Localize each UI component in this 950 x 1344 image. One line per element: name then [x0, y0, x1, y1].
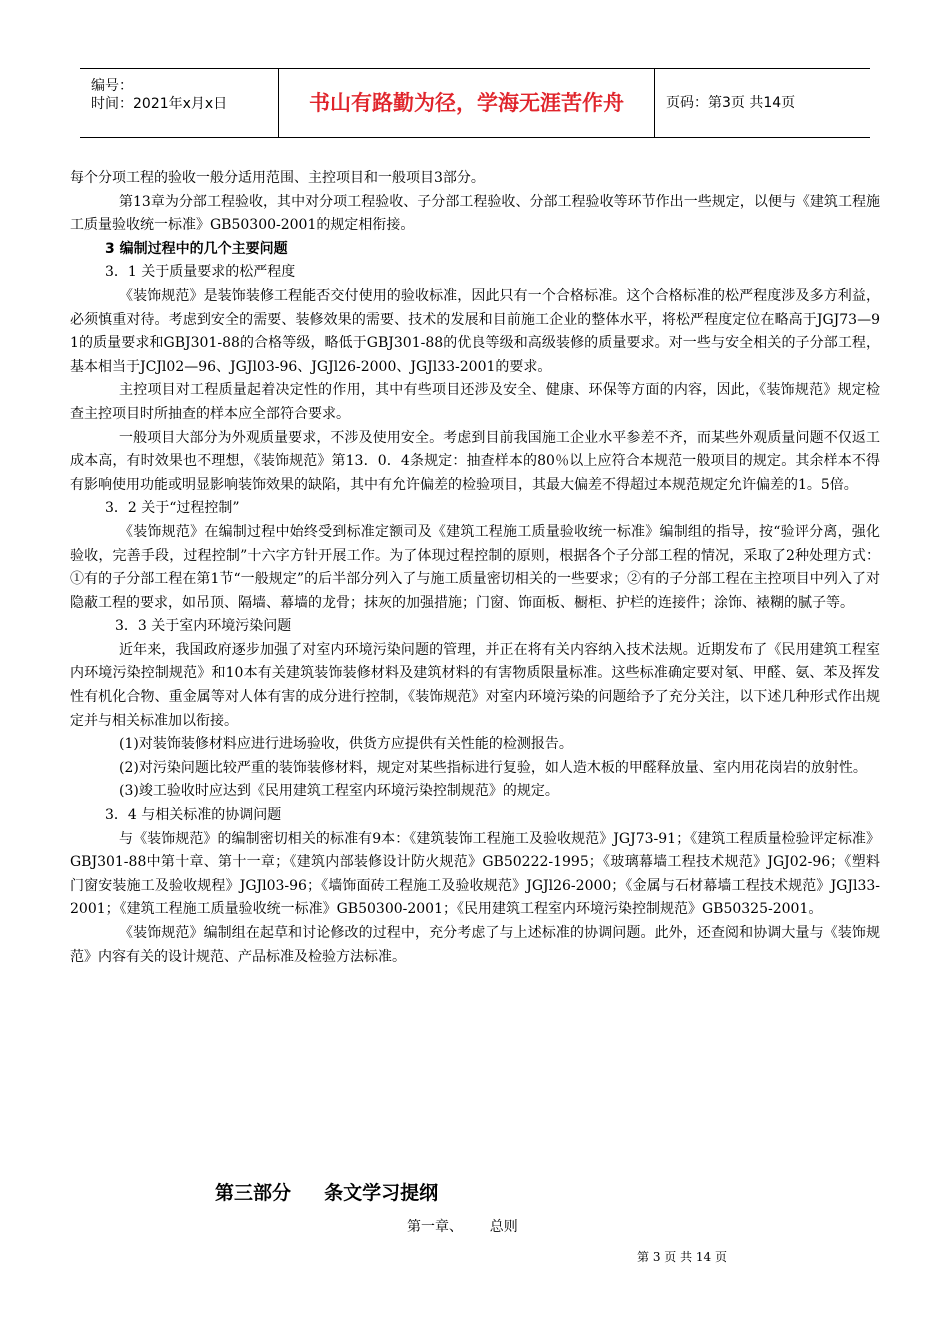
paragraph: 《装饰规范》编制组在起草和讨论修改的过程中，充分考虑了与上述标准的协调问题。此外，还查阅和协调大量与《装饰规范》内容有关的设计规范、产品标准及检验方法标准。: [70, 925, 880, 965]
page-header: [80, 68, 870, 138]
list-item: (3)竣工验收时应达到《民用建筑工程室内环境污染控制规范》的规定。: [119, 783, 559, 800]
page-footer: 第 3 页 共 14 页: [637, 1250, 727, 1264]
subsection-heading: 3．4 与相关标准的协调问题: [105, 807, 282, 824]
list-item: (1)对装饰装修材料应进行进场验收，供货方应提供有关性能的检测报告。: [119, 736, 573, 753]
paragraph: 《装饰规范》是装饰装修工程能否交付使用的验收标准，因此只有一个合格标准。这个合格标准的松严程度涉及多方利益，必须慎重对待。考虑到安全的需要、装修效果的需要、技术的发展和目前施工企业的整体水平，将松严程度定位在略高于JGJ73—91的质量要求和GBJ301-88的合格等级，略低于GBJ301-88的优良等级和高级装修的质量要求。对一些与安全相关的子分部工程，基本相当于JCJl02—96、JGJl03-96、JGJl26-2000、JGJl33-2001的要求。: [70, 287, 880, 375]
part-title: 第三部分 条文学习提纲: [215, 1182, 439, 1204]
section-heading: 3 编制过程中的几个主要问题: [105, 240, 288, 257]
header-meta: [80, 69, 279, 137]
list-item: (2)对污染问题比较严重的装饰装修材料，规定对某些指标进行复验，如人造木板的甲醛释放量、室内用花岗岩的放射性。: [119, 759, 867, 776]
paragraph: 一般项目大部分为外观质量要求，不涉及使用安全。考虑到目前我国施工企业水平参差不齐，而某些外观质量问题不仅返工成本高，有时效果也不理想，《装饰规范》第13．0．4条规定：抽查样本的80％以上应符合本规范一般项目的规定。其余样本不得有影响使用功能或明显影响装饰效果的缺陷，其中有允许偏差的检验项目，其最大偏差不得超过本规范规定允许偏差的1。5倍。: [70, 429, 880, 493]
header-page-info: [655, 69, 870, 137]
paragraph: 第13章为分部工程验收，其中对分项工程验收、子分部工程验收、分部工程验收等环节作出一些规定，以便与《建筑工程施工质量验收统一标准》GB50300-2001的规定相衔接。: [70, 193, 880, 234]
document-body: [70, 167, 880, 969]
paragraph: 近年来，我国政府逐步加强了对室内环境污染问题的管理，并正在将有关内容纳入技术法规。近期发布了《民用建筑工程室内环境污染控制规范》和10本有关建筑装饰装修材料及建筑材料的有害物质限量标准。这些标准确定要对氡、甲醛、氨、苯及挥发性有机化合物、重金属等对人体有害的成分进行控制，《装饰规范》对室内环境污染的问题给予了充分关注，以下述几种形式作出规定并与相关标准加以衔接。: [70, 641, 880, 729]
subsection-heading: 3．3 关于室内环境污染问题: [115, 618, 292, 635]
chapter-title: 第一章、 总则: [407, 1219, 518, 1235]
paragraph: 《装饰规范》在编制过程中始终受到标准定额司及《建筑工程施工质量验收统一标准》编制组的指导，按“验评分离，强化验收，完善手段，过程控制”十六字方针开展工作。为了体现过程控制的原则，根据各个子分部工程的情况，采取了2种处理方式：①有的子分部工程在第1节“一般规定”的后半部分列入了与施工质量密切相关的一些要求；②有的子分部工程在主控项目中列入了对隐蔽工程的要求，如吊顶、隔墙、幕墙的龙骨；抹灰的加强措施；门窗、饰面板、橱柜、护栏的连接件；涂饰、裱糊的腻子等。: [70, 523, 880, 611]
document-time-label: 时间：2021年x月x日: [91, 96, 228, 112]
subsection-heading: 3．2 关于“过程控制”: [105, 500, 240, 517]
paragraph: 与《装饰规范》的编制密切相关的标准有9本：《建筑装饰工程施工及验收规范》JGJ73-91；《建筑工程质量检验评定标准》GBJ301-88中第十章、第十一章；《建筑内部装修设计防火规范》GB50222-1995；《玻璃幕墙工程技术规范》JGJ02-96；《塑料门窗安装施工及验收规程》JGJl03-96；《墙饰面砖工程施工及验收规范》JGJl26-2000；《金属与石材幕墙工程技术规范》JGJl33-2001；《建筑工程施工质量验收统一标准》GB50300-2001；《民用建筑工程室内环境污染控制规范》GB50325-2001。: [70, 830, 880, 918]
document-number-label: 编号：: [91, 78, 133, 94]
paragraph: 主控项目对工程质量起着决定性的作用，其中有些项目还涉及安全、健康、环保等方面的内容，因此，《装饰规范》规定检查主控项目时所抽查的样本应全部符合要求。: [70, 382, 880, 422]
subsection-heading: 3．1 关于质量要求的松严程度: [105, 264, 296, 281]
header-motto: 书山有路勤为径，学海无涯苦作舟: [279, 69, 655, 137]
page-info-text: 页码：第3页 共14页: [666, 95, 796, 111]
paragraph: 每个分项工程的验收一般分适用范围、主控项目和一般项目3部分。: [70, 170, 485, 186]
